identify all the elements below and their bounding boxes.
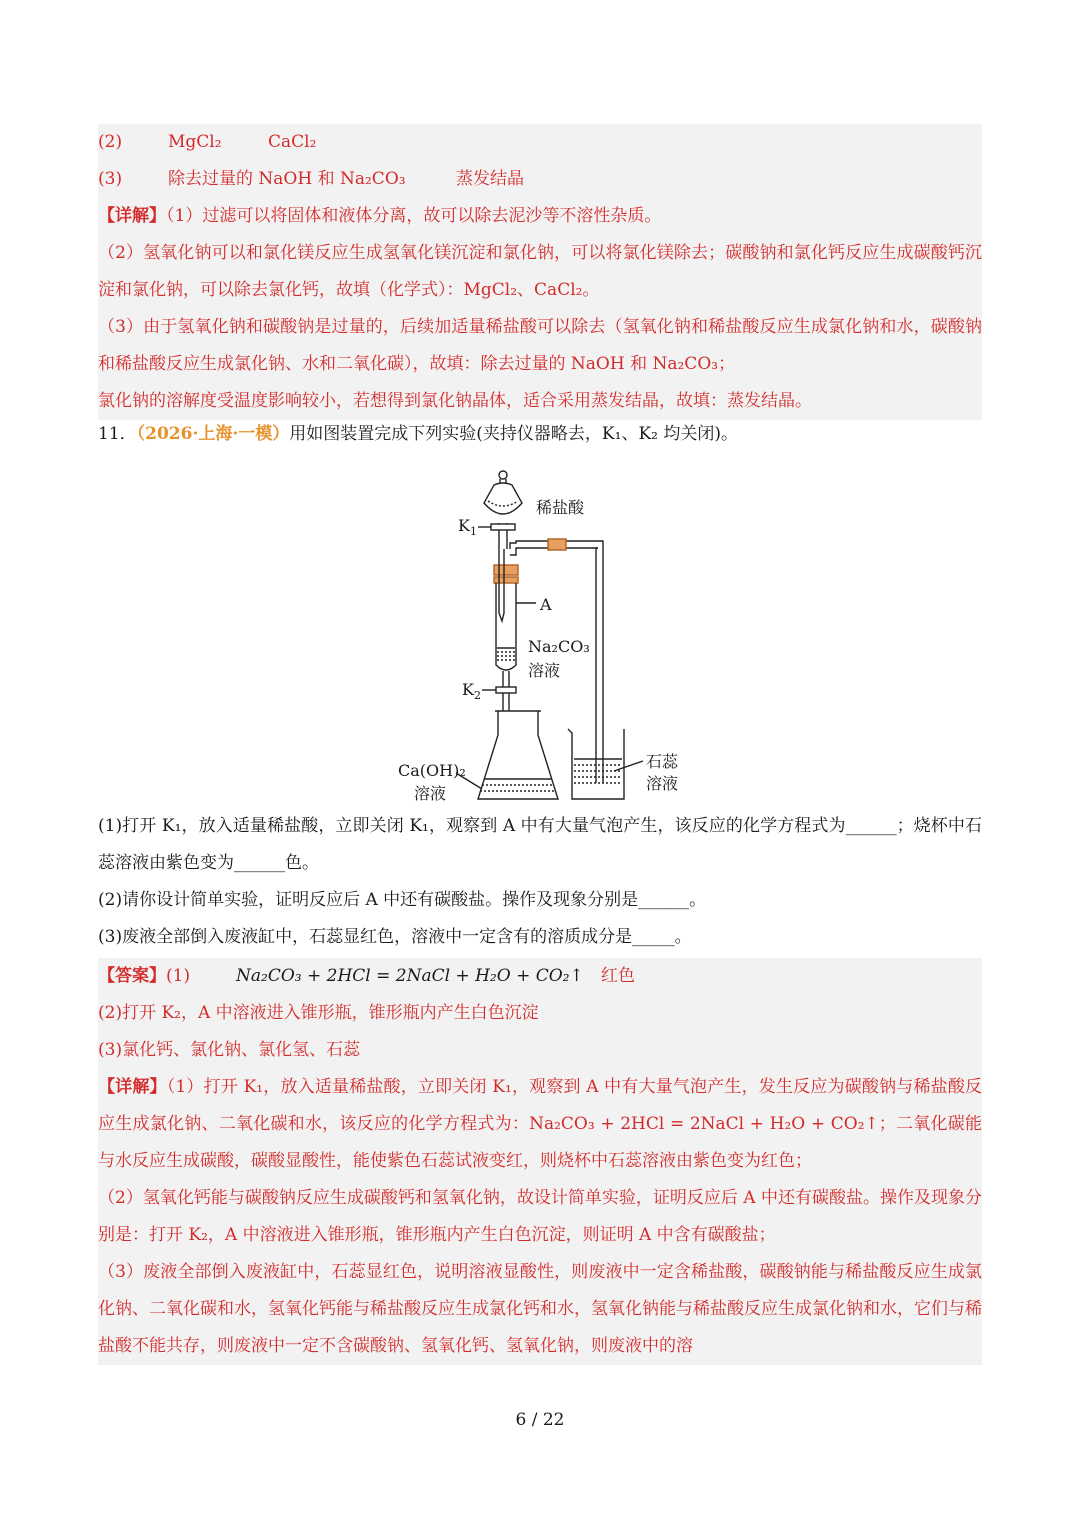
answer-block-10 <box>98 124 982 420</box>
explain-line-1 <box>98 198 982 235</box>
answer-value: 蒸发结晶 <box>456 169 524 189</box>
explain-tag: 【详解】 <box>98 1077 167 1097</box>
sub-questions <box>98 808 982 956</box>
answer-line-2: (2)打开 K₂，A 中溶液进入锥形瓶，锥形瓶内产生白色沉淀 <box>98 1003 539 1023</box>
explain-text: （1）过滤可以将固体和液体分离，故可以除去泥沙等不溶性杂质。 <box>166 206 662 226</box>
label-k1-sub: 1 <box>469 525 477 539</box>
sub-question-3: (3)废液全部倒入废液缸中，石蕊显红色，溶液中一定含有的溶质成分是_____。 <box>98 927 692 947</box>
sub-question-2: (2)请你设计简单实验，证明反应后 A 中还有碳酸盐。操作及现象分别是______。 <box>98 890 707 910</box>
label-k2-sub: 2 <box>473 689 481 703</box>
explain-para-1 <box>98 1069 982 1180</box>
answer-equation: Na₂CO₃ + 2HCl = 2NaCl + H₂O + CO₂↑ <box>236 966 584 986</box>
answer-line-3 <box>98 161 982 198</box>
label-dilute-hcl: 稀盐酸 <box>536 498 585 517</box>
label-a: A <box>540 595 552 614</box>
label-caoh2-solution: 溶液 <box>414 784 447 803</box>
answer-line-2 <box>98 124 982 161</box>
label-na2co3-solution: 溶液 <box>528 661 561 680</box>
answer-block-11 <box>98 958 982 1365</box>
answer-tag: 【答案】 <box>98 966 166 986</box>
page-number: 6 / 22 <box>515 1410 565 1430</box>
question-text: 用如图装置完成下列实验(夹持仪器略去，K₁、K₂ 均关闭)。 <box>289 424 738 444</box>
label-k1-letter: K <box>458 516 470 535</box>
explain-line-4: 氯化钠的溶解度受温度影响较小，若想得到氯化钠晶体，适合采用蒸发结晶，故填：蒸发结晶。 <box>98 391 812 411</box>
apparatus-figure <box>98 453 982 818</box>
label-na2co3: Na₂CO₃ <box>528 637 590 656</box>
answer-line-1 <box>98 958 982 995</box>
explain-text: （1）打开 K₁，放入适量稀盐酸，立即关闭 K₁，观察到 A 中有大量气泡产生，发生反应为碳酸钠与稀盐酸反应生成氯化钠、二氧化碳和水，该反应的化学方程式为：Na₂CO₃ + 2HCl = 2NaCl + H₂O + CO₂↑；二氧化碳能与水反应生成碳酸，碳酸显酸性，能使紫色石蕊试液变红，则烧杯中石蕊溶液由紫色变为红色； <box>98 1077 983 1171</box>
question-source: （2026·上海·一模） <box>136 424 290 444</box>
question-11-stem <box>98 416 982 453</box>
answer-value: MgCl₂ <box>168 132 222 152</box>
label-caoh2: Ca(OH)₂ <box>398 761 466 780</box>
explain-tag: 【详解】 <box>98 206 166 226</box>
answer-num: (3) <box>98 169 123 189</box>
label-litmus: 石蕊 <box>646 752 679 771</box>
answer-num: (1) <box>166 966 191 986</box>
answer-value: 红色 <box>601 966 635 986</box>
label-k2 <box>462 680 481 702</box>
sub-question-1: (1)打开 K₁，放入适量稀盐酸，立即关闭 K₁，观察到 A 中有大量气泡产生，该反应的化学方程式为______；烧杯中石蕊溶液由紫色变为______色。 <box>98 816 982 873</box>
answer-num: (2) <box>98 132 123 152</box>
question-number: 11． <box>98 424 137 444</box>
explain-para-3: （3）废液全部倒入废液缸中，石蕊显红色，说明溶液显酸性，则废液中一定含稀盐酸，碳酸钠能与稀盐酸反应生成氯化钠、二氧化碳和水，氢氧化钙能与稀盐酸反应生成氯化钙和水，氢氧化钠能与稀盐酸反应生成氯化钠和水，它们与稀盐酸不能共存，则废液中一定不含碳酸钠、氢氧化钙、氢氧化钠，则废液中的溶 <box>98 1262 982 1356</box>
explain-para-2: （2）氢氧化钙能与碳酸钠反应生成碳酸钙和氢氧化钠，故设计简单实验，证明反应后 A 中还有碳酸盐。操作及现象分别是：打开 K₂，A 中溶液进入锥形瓶，锥形瓶内产生白色沉淀，则证明 A 中含有碳酸盐； <box>98 1188 982 1245</box>
explain-para-3: （3）由于氢氧化钠和碳酸钠是过量的，后续加适量稀盐酸可以除去（氢氧化钠和稀盐酸反应生成氯化钠和水，碳酸钠和稀盐酸反应生成氯化钠、水和二氧化碳），故填：除去过量的 NaOH 和 Na₂CO₃； <box>98 317 982 374</box>
label-k2-letter: K <box>462 680 474 699</box>
answer-value: CaCl₂ <box>268 132 317 152</box>
answer-line-3: (3)氯化钙、氯化钠、氯化氢、石蕊 <box>98 1040 361 1060</box>
label-k1 <box>458 516 477 538</box>
explain-para-2: （2）氢氧化钠可以和氯化镁反应生成氢氧化镁沉淀和氯化钠，可以将氯化镁除去；碳酸钠和氯化钙反应生成碳酸钙沉淀和氯化钠，可以除去氯化钙，故填（化学式）：MgCl₂、CaCl₂。 <box>98 243 982 300</box>
label-litmus-solution: 溶液 <box>646 774 679 793</box>
answer-value: 除去过量的 NaOH 和 Na₂CO₃ <box>168 169 406 189</box>
